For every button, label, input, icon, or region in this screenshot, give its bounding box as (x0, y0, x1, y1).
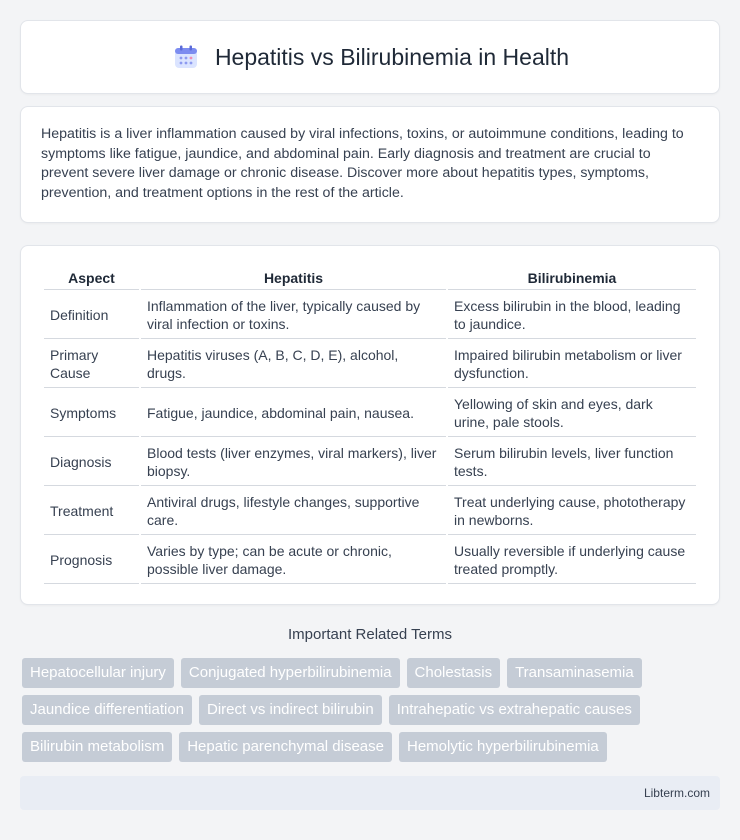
row-hepatitis: Hepatitis viruses (A, B, C, D, E), alcohol, drugs. (141, 341, 446, 388)
column-header-aspect: Aspect (44, 268, 139, 290)
related-term-tag[interactable]: Bilirubin metabolism (22, 732, 172, 762)
page-title: Hepatitis vs Bilirubinemia in Health (214, 43, 570, 70)
row-bilirubinemia: Serum bilirubin levels, liver function tests. (448, 439, 696, 486)
related-term-tag[interactable]: Intrahepatic vs extrahepatic causes (389, 695, 640, 725)
row-aspect: Primary Cause (44, 341, 139, 388)
row-bilirubinemia: Impaired bilirubin metabolism or liver dysfunction. (448, 341, 696, 388)
row-aspect: Definition (44, 292, 139, 339)
row-aspect: Treatment (44, 488, 139, 535)
row-aspect: Symptoms (44, 390, 139, 437)
calendar-icon (171, 42, 201, 72)
related-term-tag[interactable]: Cholestasis (407, 658, 501, 688)
related-term-tag[interactable]: Direct vs indirect bilirubin (199, 695, 382, 725)
related-term-tag[interactable]: Hepatic parenchymal disease (179, 732, 392, 762)
comparison-table (42, 266, 698, 586)
intro-card (20, 106, 720, 223)
row-bilirubinemia: Usually reversible if underlying cause treated promptly. (448, 537, 696, 584)
column-header-hepatitis: Hepatitis (141, 268, 446, 290)
header-card (20, 20, 720, 94)
row-aspect: Prognosis (44, 537, 139, 584)
row-aspect: Diagnosis (44, 439, 139, 486)
table-row (44, 439, 696, 486)
row-bilirubinemia: Treat underlying cause, phototherapy in newborns. (448, 488, 696, 535)
table-row (44, 488, 696, 535)
table-row (44, 537, 696, 584)
row-hepatitis: Varies by type; can be acute or chronic, possible liver damage. (141, 537, 446, 584)
table-row (44, 292, 696, 339)
row-hepatitis: Antiviral drugs, lifestyle changes, supportive care. (141, 488, 446, 535)
related-term-tag[interactable]: Hemolytic hyperbilirubinemia (399, 732, 607, 762)
table-row (44, 390, 696, 437)
row-bilirubinemia: Yellowing of skin and eyes, dark urine, pale stools. (448, 390, 696, 437)
row-bilirubinemia: Excess bilirubin in the blood, leading to jaundice. (448, 292, 696, 339)
related-terms-title: Important Related Terms (288, 626, 452, 643)
row-hepatitis: Inflammation of the liver, typically caused by viral infection or toxins. (141, 292, 446, 339)
footer (20, 776, 720, 810)
row-hepatitis: Blood tests (liver enzymes, viral markers), liver biopsy. (141, 439, 446, 486)
table-header-row (44, 268, 696, 290)
related-terms-list (22, 658, 722, 762)
related-term-tag[interactable]: Hepatocellular injury (22, 658, 174, 688)
comparison-table-card (20, 245, 720, 605)
related-term-tag[interactable]: Conjugated hyperbilirubinemia (181, 658, 400, 688)
footer-site-link[interactable]: Libterm.com (643, 786, 710, 800)
row-hepatitis: Fatigue, jaundice, abdominal pain, nausea. (141, 390, 446, 437)
intro-text: Hepatitis is a liver inflammation caused by viral infections, toxins, or autoimmune conditions, leading to symptoms like fatigue, jaundice, and abdominal pain. Early diagnosis and treatment are crucial to prevent severe liver damage or chronic disease. Discover more about hepatitis types, symptoms, prevention, and treatment options in the rest of the article. (41, 126, 684, 201)
column-header-bilirubinemia: Bilirubinemia (448, 268, 696, 290)
related-term-tag[interactable]: Transaminasemia (507, 658, 642, 688)
table-row (44, 341, 696, 388)
related-term-tag[interactable]: Jaundice differentiation (22, 695, 192, 725)
